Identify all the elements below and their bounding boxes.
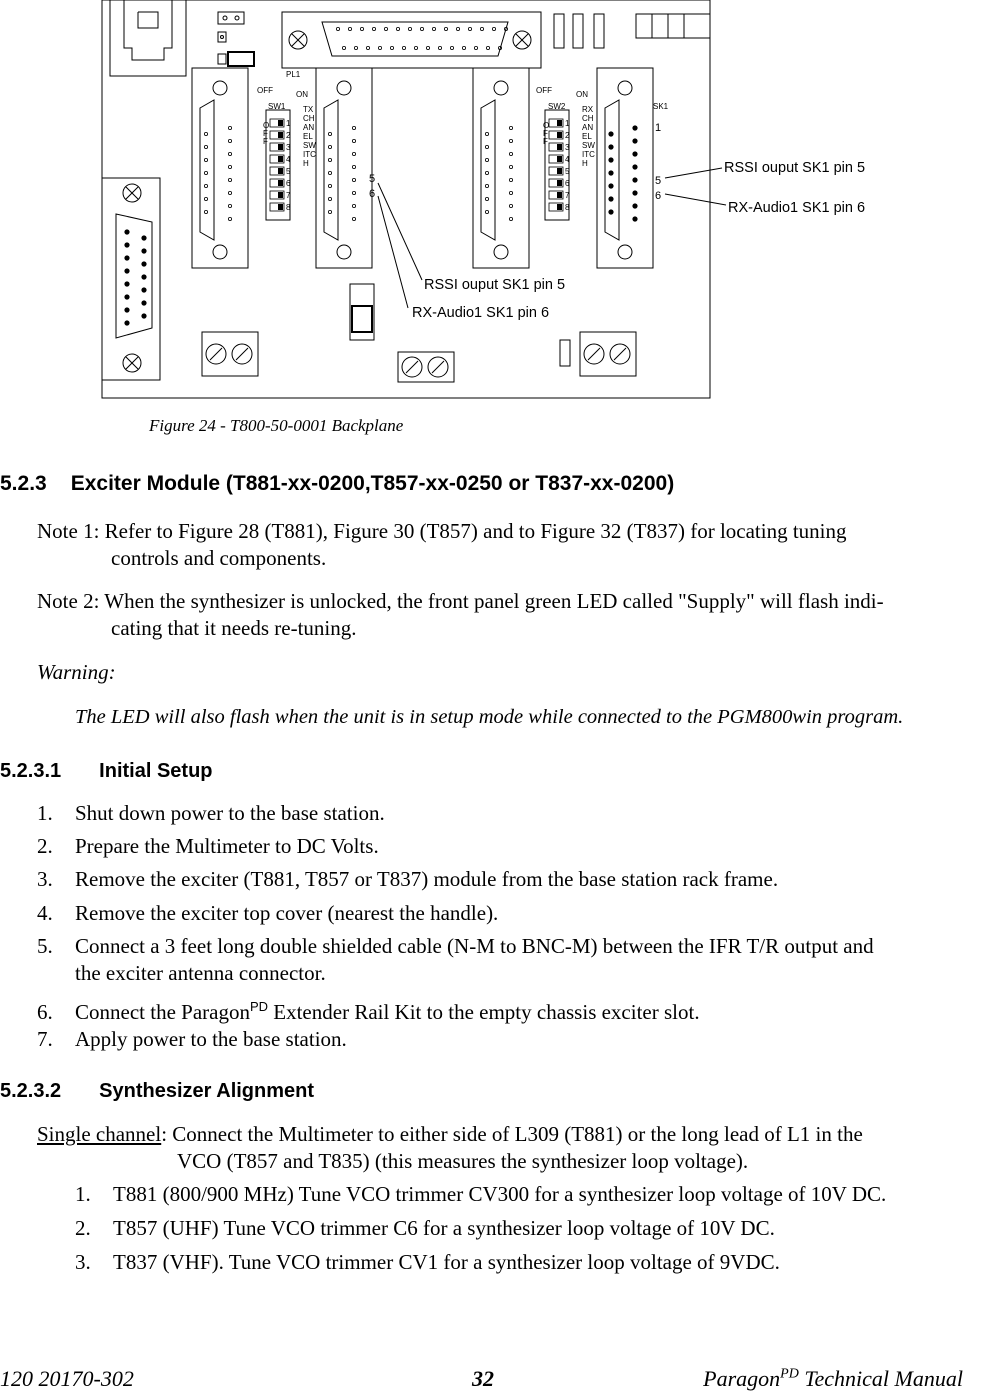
section-title: Exciter Module (T881-xx-0200,T857-xx-0250 or T837-xx-0200) — [70, 472, 675, 495]
note-2-line-2: cating that it needs re-tuning. — [111, 616, 357, 640]
connector-pin — [228, 139, 231, 142]
connector-pin — [125, 269, 129, 273]
subsection-2-number: 5.2.3.2 — [0, 1080, 62, 1102]
connector-pin — [354, 46, 357, 49]
connector-pin — [328, 184, 331, 187]
sk1-label: SK1 — [653, 102, 669, 111]
dip-switch-knob — [278, 120, 283, 126]
dip-switch-knob — [557, 204, 562, 210]
connector-pin — [352, 191, 355, 194]
connector-pin — [509, 126, 512, 129]
backplane-diagram — [0, 0, 1003, 410]
connector-pin — [485, 145, 488, 148]
connector-pin — [142, 236, 146, 240]
callout-audio-right: RX-Audio1 SK1 pin 6 — [728, 200, 866, 216]
connector-pin — [492, 27, 495, 30]
connector-pin — [352, 178, 355, 181]
dip-switch-knob — [557, 180, 562, 186]
subsection-2-title: Synthesizer Alignment — [99, 1080, 315, 1102]
dip-switch-knob — [278, 204, 283, 210]
dip-switch-knob — [557, 192, 562, 198]
connector-pin — [204, 132, 207, 135]
connector-pin — [204, 197, 207, 200]
off-label-1: OFF — [257, 86, 273, 95]
connector-pin — [328, 145, 331, 148]
off-label-2: OFF — [536, 86, 552, 95]
sw2-label: SW2 — [548, 102, 566, 111]
connector-pin — [125, 256, 129, 260]
connector-pin — [352, 165, 355, 168]
note-1 — [37, 518, 997, 572]
tx-channel-switch-label: H — [303, 159, 309, 168]
section-heading — [0, 472, 674, 496]
connector-pin — [204, 171, 207, 174]
list-item: 7. Apply power to the base station. — [37, 1027, 347, 1051]
connector-pin — [486, 46, 489, 49]
switch-number: 4 — [565, 155, 570, 164]
connector-pin — [485, 171, 488, 174]
connector-pin — [328, 197, 331, 200]
connector-pin — [450, 46, 453, 49]
list-item: 4. Remove the exciter top cover (nearest the handle). — [37, 901, 499, 925]
dip-switch-knob — [278, 192, 283, 198]
dip-switch-knob — [278, 168, 283, 174]
connector-pin — [633, 165, 637, 169]
sw1-label: SW1 — [268, 102, 286, 111]
switch-number: 3 — [286, 143, 291, 152]
connector-pin — [609, 132, 613, 136]
setup-steps — [37, 800, 997, 1059]
sk1-pin6-label: 6 — [655, 190, 662, 202]
connector-pin — [509, 217, 512, 220]
connector-pin — [509, 165, 512, 168]
connector-pin — [609, 158, 613, 162]
list-item: 3. Remove the exciter (T881, T857 or T837) module from the base station rack frame. — [37, 867, 779, 891]
connector-pin — [328, 132, 331, 135]
on-label-2: ON — [576, 90, 588, 99]
subsection-2-heading — [0, 1080, 314, 1103]
list-item: 5. Connect a 3 feet long double shielded cable (N-M to BNC-M) between the IFR T/R output and the exciter antenna connector. — [37, 934, 874, 985]
connector-pin — [142, 249, 146, 253]
connector-pin — [228, 152, 231, 155]
off-vertical-label: O — [543, 121, 550, 130]
tx-channel-switch-label: TX — [303, 105, 314, 114]
dip-switch-knob — [557, 120, 562, 126]
connector-pin — [328, 210, 331, 213]
connector-pin — [462, 46, 465, 49]
connector-pin — [372, 27, 375, 30]
connector-pin — [509, 204, 512, 207]
connector-pin — [142, 288, 146, 292]
switch-number: 5 — [565, 167, 570, 176]
rx-channel-switch-label: SW — [582, 141, 595, 150]
connector-pin — [352, 152, 355, 155]
connector-pin — [609, 145, 613, 149]
note-2 — [37, 588, 997, 642]
connector-pin — [336, 27, 339, 30]
list-item: 6. Connect the Paragon$^{PD}$ Extender Rail Kit to the empty chassis exciter slot. — [37, 999, 700, 1024]
connector-pin — [444, 27, 447, 30]
footer-doc-number: 120 20170-302 — [0, 1366, 134, 1391]
connector-pin — [125, 243, 129, 247]
connector-pin — [142, 275, 146, 279]
connector-pin — [414, 46, 417, 49]
connector-pin — [125, 282, 129, 286]
connector-pin — [432, 27, 435, 30]
dip-switch-knob — [278, 180, 283, 186]
switch-number: 7 — [286, 191, 291, 200]
list-item: 2. Prepare the Multimeter to DC Volts. — [37, 834, 379, 858]
connector-pin — [633, 139, 637, 143]
rx-channel-switch-label: AN — [582, 123, 594, 132]
footer-page-number: 32 — [472, 1366, 494, 1391]
connector-pin — [485, 132, 488, 135]
rx-channel-switch-label: ITC — [582, 150, 595, 159]
connector-pin — [468, 27, 471, 30]
switch-number: 2 — [286, 131, 291, 140]
connector-pin — [633, 191, 637, 195]
off-vertical-label: F — [263, 137, 268, 146]
connector-pin — [485, 210, 488, 213]
connector-pin — [474, 46, 477, 49]
connector-pin — [125, 321, 129, 325]
off-vertical-label: F — [543, 137, 548, 146]
subsection-1-heading — [0, 760, 213, 783]
connector-pin — [384, 27, 387, 30]
list-item: 1. T881 (800/900 MHz) Tune VCO trimmer CV300 for a synthesizer loop voltage of 10V DC. — [75, 1182, 887, 1206]
connector-pin — [509, 139, 512, 142]
connector-pin — [366, 46, 369, 49]
footer-title: Paragon$^{PD}$ Technical Manual — [703, 1366, 963, 1391]
note-1-line-2: controls and components. — [111, 546, 327, 570]
connector-pin — [426, 46, 429, 49]
connector-pin — [633, 178, 637, 182]
connector-pin — [438, 46, 441, 49]
connector-pin — [485, 184, 488, 187]
connector-pin — [125, 308, 129, 312]
list-item: 2. T857 (UHF) Tune VCO trimmer C6 for a synthesizer loop voltage of 10V DC. — [75, 1216, 775, 1240]
connector-pin — [204, 210, 207, 213]
tx-channel-switch-label: AN — [303, 123, 315, 132]
connector-pin — [378, 46, 381, 49]
connector-pin — [633, 152, 637, 156]
figure-caption: Figure 24 - T800-50-0001 Backplane — [149, 416, 404, 435]
off-vertical-label: F — [263, 129, 268, 138]
rx-channel-switch-label: RX — [582, 105, 594, 114]
switch-number: 1 — [286, 119, 291, 128]
dip-switch-knob — [557, 144, 562, 150]
switch-number: 3 — [565, 143, 570, 152]
tx-channel-switch-label: ITC — [303, 150, 316, 159]
pl1-label: PL1 — [286, 70, 301, 79]
center-pin5-label: 5 — [369, 173, 376, 185]
callout-rssi-right: RSSI ouput SK1 pin 5 — [724, 160, 866, 176]
callout-audio-center: RX-Audio1 SK1 pin 6 — [412, 305, 550, 321]
connector-pin — [228, 204, 231, 207]
connector-pin — [228, 217, 231, 220]
connector-pin — [609, 171, 613, 175]
warning-label: Warning: — [37, 660, 116, 684]
connector-pin — [352, 217, 355, 220]
dip-switch-knob — [557, 156, 562, 162]
connector-pin — [352, 204, 355, 207]
switch-number: 8 — [565, 203, 570, 212]
note-1-line-1: Note 1: Refer to Figure 28 (T881), Figure 30 (T857) and to Figure 32 (T837) for locating tuning — [37, 519, 847, 543]
connector-pin — [352, 139, 355, 142]
list-item: 3. T837 (VHF). Tune VCO trimmer CV1 for a synthesizer loop voltage of 9VDC. — [75, 1250, 780, 1274]
single-channel-text: : Connect the Multimeter to either side of L309 (T881) or the long lead of L1 in the — [161, 1122, 863, 1146]
connector-pin — [633, 126, 637, 130]
off-vertical-label: F — [543, 129, 548, 138]
connector-pin — [125, 295, 129, 299]
connector-pin — [125, 230, 129, 234]
connector-pin — [142, 314, 146, 318]
connector-pin — [609, 197, 613, 201]
tx-channel-switch-label: SW — [303, 141, 316, 150]
connector-pin — [142, 262, 146, 266]
switch-number: 6 — [286, 179, 291, 188]
dip-switch-knob — [278, 156, 283, 162]
switch-number: 2 — [565, 131, 570, 140]
connector-pin — [509, 191, 512, 194]
warning-text: The LED will also flash when the unit is in setup mode while connected to the PGM800win program. — [75, 706, 904, 728]
connector-pin — [228, 191, 231, 194]
connector-pin — [228, 165, 231, 168]
dip-switch-knob — [557, 132, 562, 138]
connector-pin — [480, 27, 483, 30]
connector-pin — [456, 27, 459, 30]
connector-pin — [342, 46, 345, 49]
connector-pin — [408, 27, 411, 30]
rx-channel-switch-label: EL — [582, 132, 592, 141]
switch-number: 5 — [286, 167, 291, 176]
connector-pin — [352, 126, 355, 129]
single-channel-paragraph — [37, 1121, 997, 1175]
switch-number: 6 — [565, 179, 570, 188]
sk1-pin1-label: 1 — [655, 122, 662, 134]
connector-pin — [633, 217, 637, 221]
dip-switch-knob — [278, 144, 283, 150]
connector-pin — [228, 126, 231, 129]
switch-number: 7 — [565, 191, 570, 200]
switch-number: 4 — [286, 155, 291, 164]
rx-channel-switch-label: CH — [582, 114, 594, 123]
connector-pin — [204, 145, 207, 148]
connector-pin — [390, 46, 393, 49]
connector-pin — [142, 301, 146, 305]
connector-pin — [204, 158, 207, 161]
connector-pin — [609, 184, 613, 188]
section-number: 5.2.3 — [0, 472, 47, 495]
connector-pin — [328, 158, 331, 161]
subsection-1-title: Initial Setup — [99, 760, 213, 782]
connector-pin — [402, 46, 405, 49]
connector-pin — [485, 197, 488, 200]
tx-channel-switch-label: CH — [303, 114, 315, 123]
single-channel-cont: VCO (T857 and T835) (this measures the synthesizer loop voltage). — [177, 1149, 749, 1173]
dip-switch-knob — [278, 132, 283, 138]
connector-pin — [633, 204, 637, 208]
connector-pin — [485, 158, 488, 161]
on-label-1: ON — [296, 90, 308, 99]
dip-switch-knob — [557, 168, 562, 174]
connector-pin — [420, 27, 423, 30]
list-item: 1. Shut down power to the base station. — [37, 801, 385, 825]
switch-number: 8 — [286, 203, 291, 212]
single-channel-label: Single channel — [37, 1122, 162, 1146]
connector-pin — [609, 210, 613, 214]
connector-pin — [360, 27, 363, 30]
switch-number: 1 — [565, 119, 570, 128]
subsection-1-number: 5.2.3.1 — [0, 760, 62, 782]
tx-channel-switch-label: EL — [303, 132, 313, 141]
sk1-pin5-label: 5 — [655, 175, 662, 187]
connector-pin — [509, 178, 512, 181]
connector-pin — [509, 152, 512, 155]
connector-pin — [328, 171, 331, 174]
rx-channel-switch-label: H — [582, 159, 588, 168]
connector-pin — [348, 27, 351, 30]
off-vertical-label: O — [263, 121, 270, 130]
connector-pin — [396, 27, 399, 30]
center-pin6-label: 6 — [369, 188, 376, 200]
connector-pin — [204, 184, 207, 187]
note-2-line-1: Note 2: When the synthesizer is unlocked, the front panel green LED called "Supply" will flash indi- — [37, 589, 884, 613]
connector-pin — [228, 178, 231, 181]
alignment-steps — [75, 1181, 1000, 1283]
callout-rssi-center: RSSI ouput SK1 pin 5 — [424, 277, 566, 293]
